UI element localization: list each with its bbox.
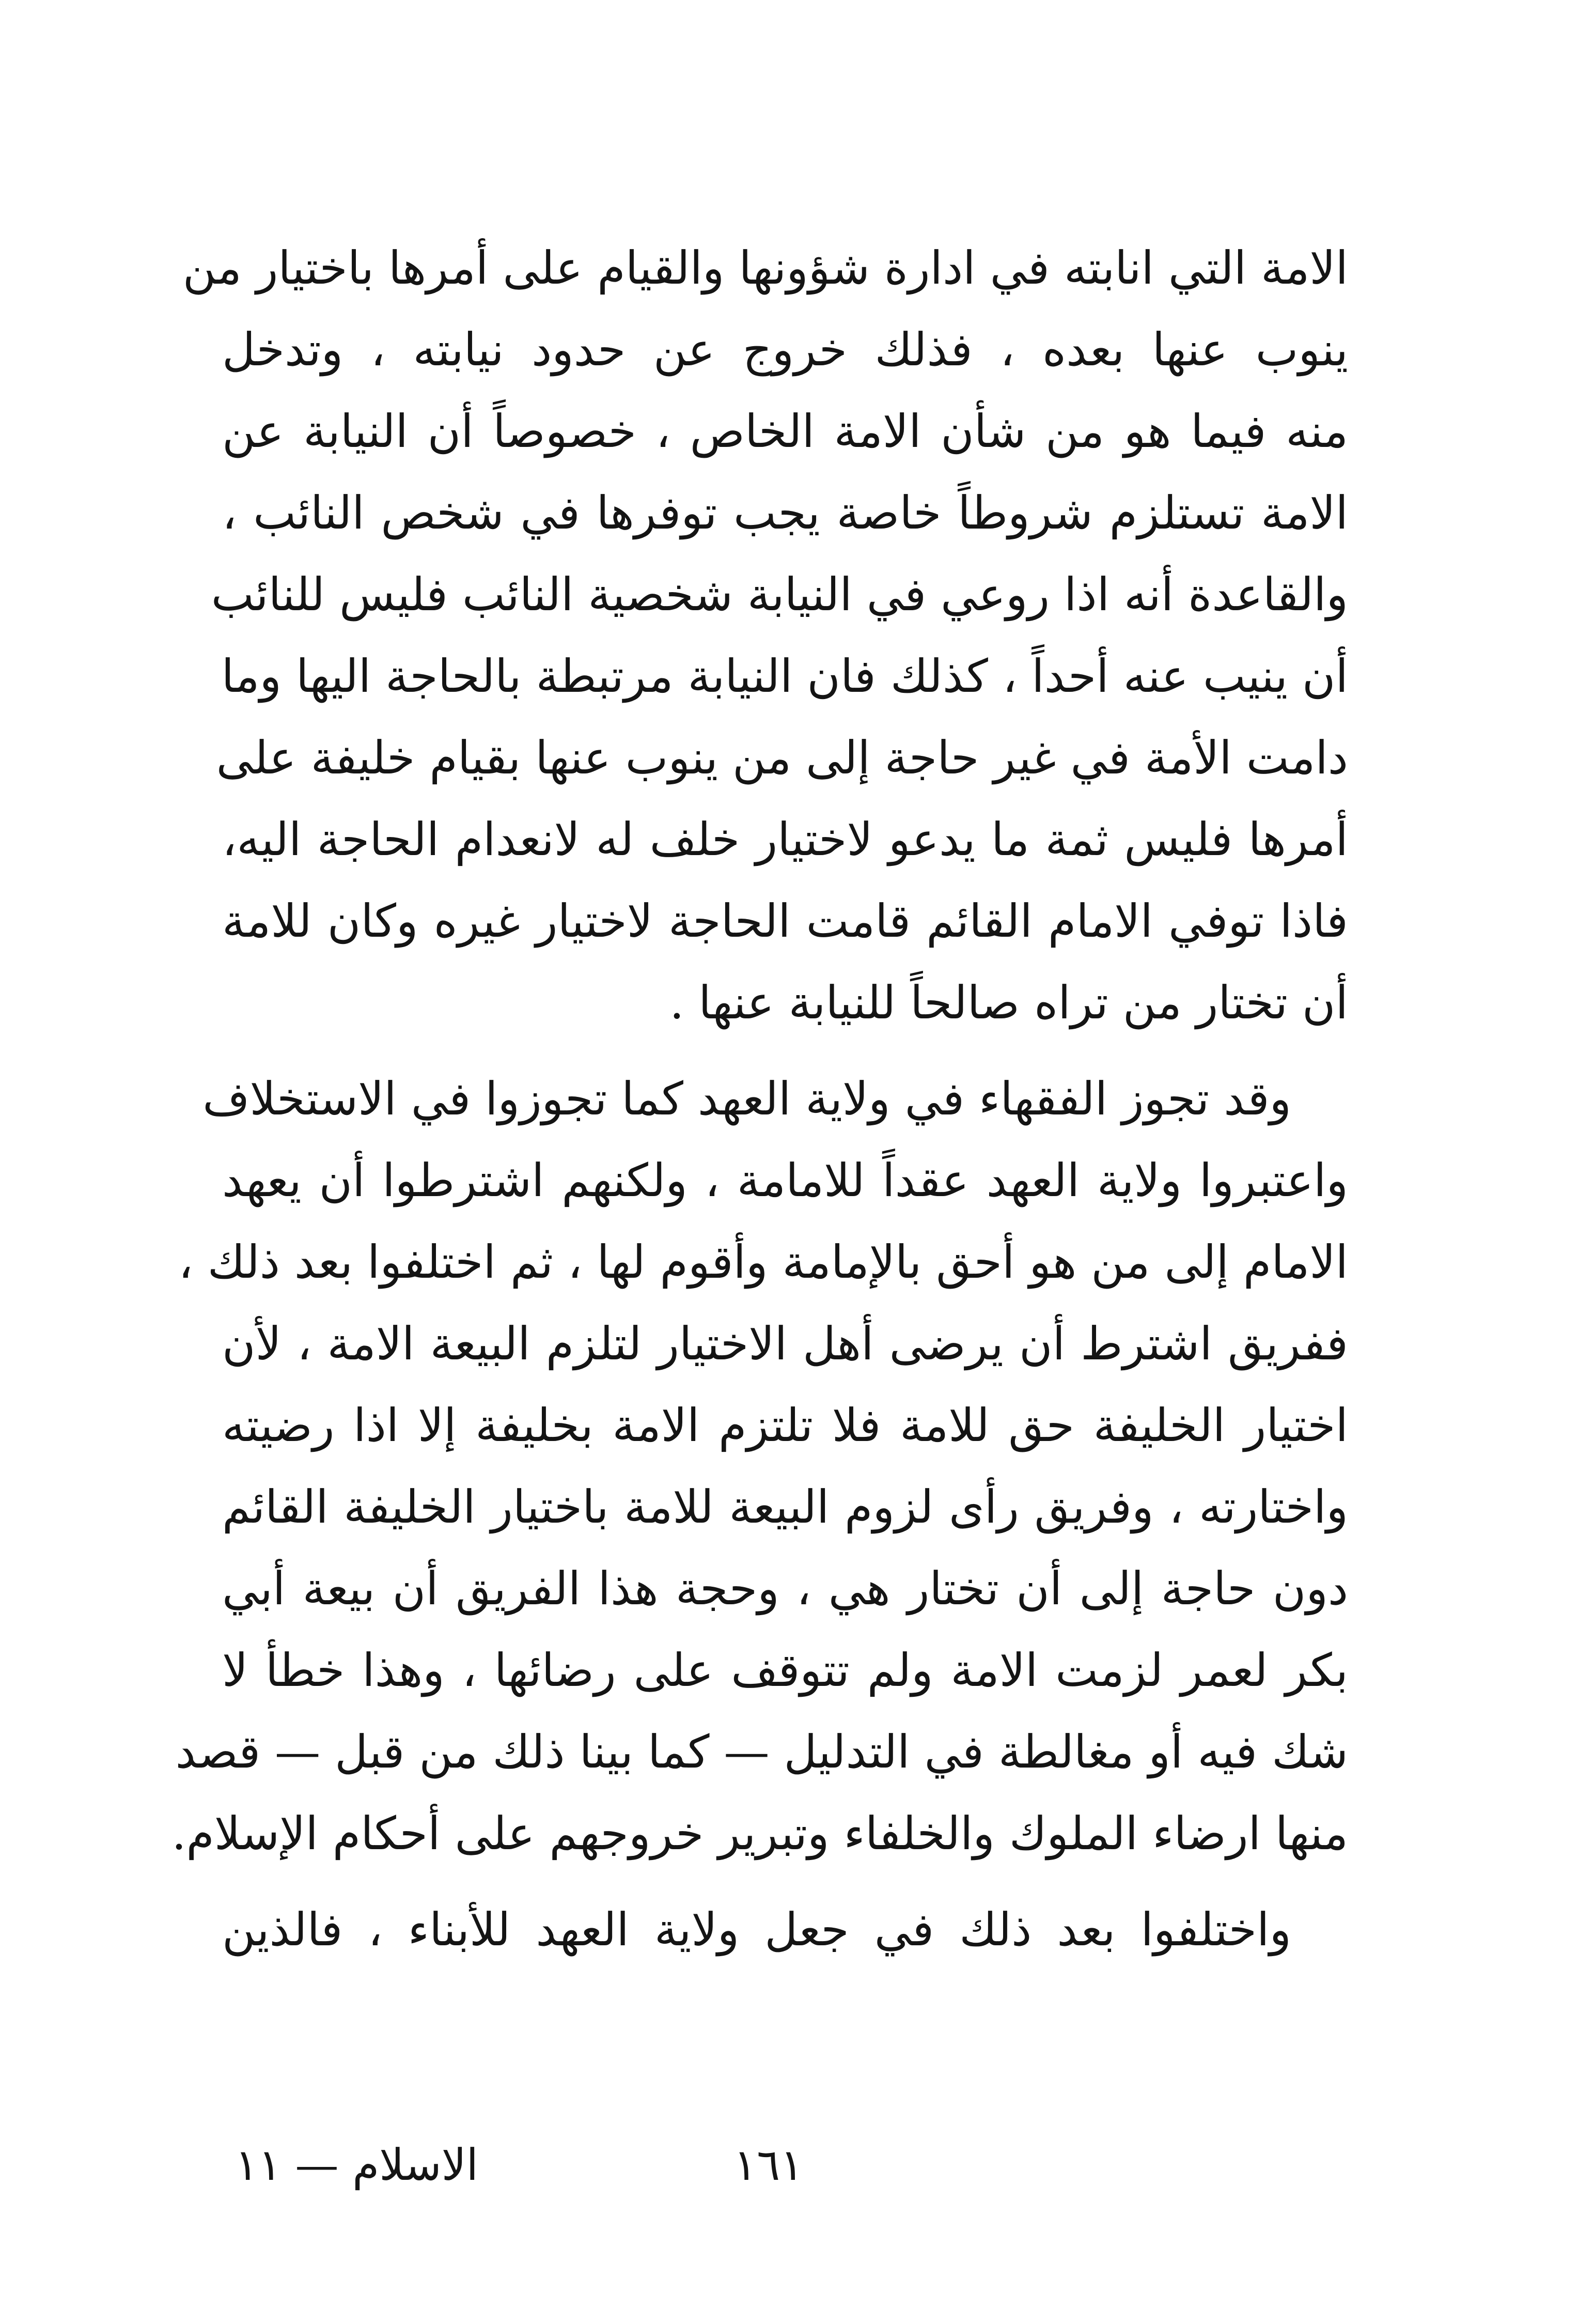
text-line: وقد تجوز الفقهاء في ولاية العهد كما تجوزوا في الاستخلاف (202, 1072, 1291, 1125)
text-line: الامام إلى من هو أحق بالإمامة وأقوم لها ، ثم اختلفوا بعد ذلك ، (178, 1235, 1348, 1289)
text-line: واختارته ، وفريق رأى لزوم البيعة للامة باختيار الخليفة القائم (222, 1480, 1348, 1533)
text-line: ينوب عنها بعده ، فذلك خروج عن حدود نيابته ، وتدخل (222, 323, 1348, 376)
text-line: أمرها فليس ثمة ما يدعو لاختيار خلف له لانعدام الحاجة اليه، (222, 813, 1348, 866)
text-line: دون حاجة إلى أن تختار هي ، وحجة هذا الفريق أن بيعة أبي (222, 1562, 1348, 1615)
paragraph-gap (222, 1874, 1348, 1889)
paragraph-1 (182, 227, 1348, 1044)
text-line: واعتبروا ولاية العهد عقداً للامامة ، ولكنهم اشترطوا أن يعهد (222, 1154, 1348, 1207)
paragraph-2 (171, 1058, 1348, 1874)
text-line: أن ينيب عنه أحداً ، كذلك فان النيابة مرتبطة بالحاجة اليها وما (221, 649, 1348, 703)
text-line: منه فيما هو من شأن الامة الخاص ، خصوصاً أن النيابة عن (222, 405, 1348, 458)
text-line: والقاعدة أنه اذا روعي في النيابة شخصية النائب فليس للنائب (211, 568, 1348, 621)
page-footer (0, 2129, 1594, 2201)
text-line: الامة تستلزم شروطاً خاصة يجب توفرها في شخص النائب ، (222, 486, 1348, 539)
text-line: ففريق اشترط أن يرضى أهل الاختيار لتلزم البيعة الامة ، لأن (222, 1317, 1348, 1370)
body-text (171, 227, 1348, 1971)
page-number: ١٦١ (733, 2140, 804, 2190)
text-line: شك فيه أو مغالطة في التدليل — كما بينا ذلك من قبل — قصد (175, 1725, 1348, 1778)
text-line: الامة التي انابته في ادارة شؤونها والقيام على أمرها باختيار من (182, 241, 1348, 295)
text-line: دامت الأمة في غير حاجة إلى من ينوب عنها بقيام خليفة على (216, 731, 1348, 784)
paragraph-gap (222, 1044, 1348, 1058)
text-line: فاذا توفي الامام القائم قامت الحاجة لاختيار غيره وكان للامة (222, 894, 1348, 948)
text-line: بكر لعمر لزمت الامة ولم تتوقف على رضائها ، وهذا خطأ لا (222, 1644, 1348, 1697)
text-line: منها ارضاء الملوك والخلفاء وتبرير خروجهم على أحكام الإسلام. (171, 1807, 1348, 1860)
signature-mark: الاسلام — ١١ (235, 2140, 478, 2190)
text-line: أن تختار من تراه صالحاً للنيابة عنها . (669, 976, 1348, 1029)
paragraph-3 (222, 1889, 1348, 1971)
text-line: اختيار الخليفة حق للامة فلا تلتزم الامة بخليفة إلا اذا رضيته (222, 1399, 1348, 1452)
text-line: واختلفوا بعد ذلك في جعل ولاية العهد للأبناء ، فالذين (222, 1903, 1291, 1956)
